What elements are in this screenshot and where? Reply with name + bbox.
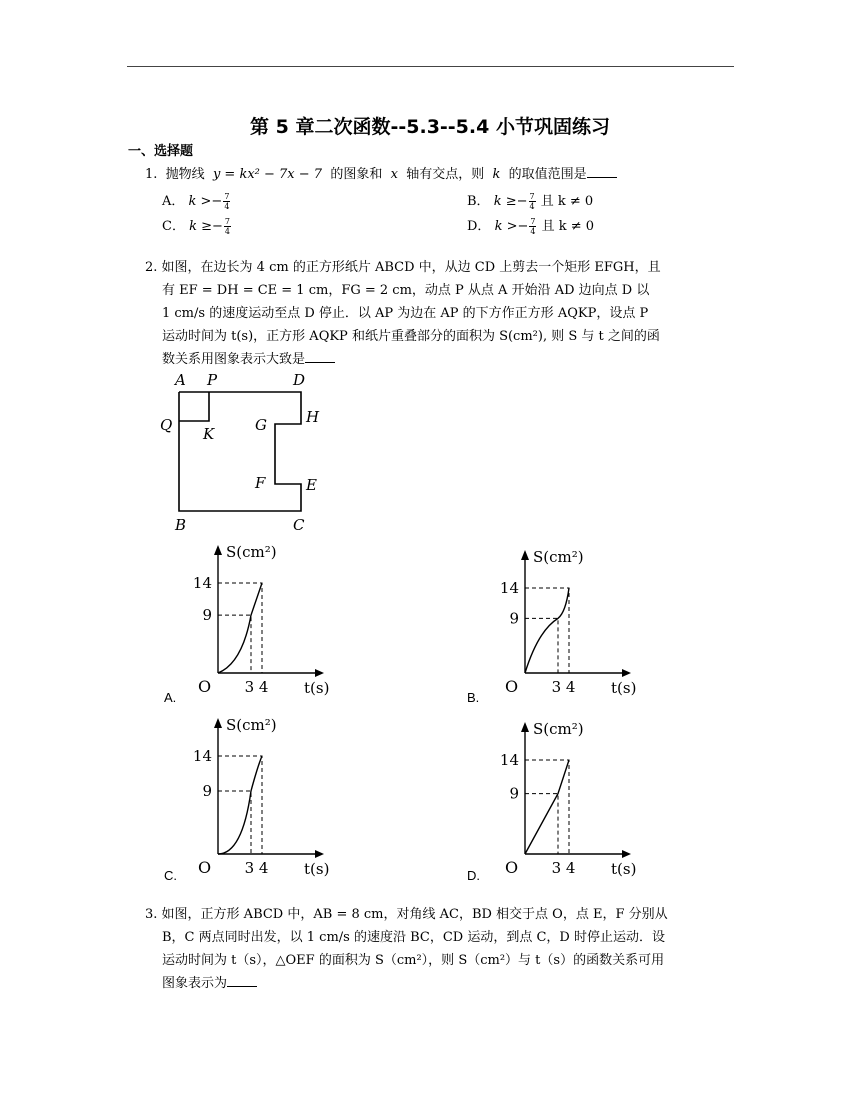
series-line [525, 760, 569, 854]
label-q: Q [160, 416, 173, 434]
page-title: 第 5 章二次函数--5.3--5.4 小节巩固练习 [250, 116, 610, 138]
series-line [218, 583, 262, 673]
graph-option-d [495, 712, 645, 886]
guide-9 [525, 618, 558, 673]
y-tick-label: 9 [202, 782, 212, 800]
option-inequality: k >− [188, 194, 223, 209]
stem-text: 抛物线 [165, 167, 205, 182]
question-2-stem [145, 256, 745, 371]
fraction-numerator: 7 [529, 192, 535, 201]
stem-text: 轴有交点，则 [406, 167, 485, 182]
guide-14 [525, 588, 569, 673]
origin-label: O [505, 677, 519, 696]
y-axis-label: S(cm²) [226, 716, 277, 734]
question-number: 3. [145, 907, 158, 922]
option-label: C． [162, 219, 185, 234]
q1-option-d[interactable] [467, 215, 594, 236]
x-axis-arrow [315, 850, 324, 858]
option-inequality: k >− [494, 219, 529, 234]
x-axis-arrow [622, 669, 631, 677]
origin-label: O [198, 858, 212, 877]
guide-14 [218, 756, 262, 854]
series-line [218, 756, 262, 854]
label-a: A [175, 371, 186, 389]
fraction-denominator: 4 [224, 227, 230, 236]
x-axis-label: t(s) [304, 860, 330, 878]
option-inequality: k ≥− [189, 219, 223, 234]
fraction-denominator: 4 [530, 227, 536, 236]
question-line [145, 903, 745, 926]
graph-option-a [188, 535, 338, 705]
x-tick-label: 3 4 [551, 859, 576, 877]
option-label: D． [467, 219, 491, 234]
answer-blank [587, 165, 617, 178]
question-line-text: 如图，在边长为 4 cm 的正方形纸片 ABCD 中，从边 CD 上剪去一个矩形 EFGH，且 [161, 260, 661, 275]
y-tick-label: 14 [499, 751, 519, 769]
y-tick-label: 9 [509, 784, 519, 803]
graph-option-b-label[interactable]: B. [467, 690, 480, 705]
y-tick-label: 14 [192, 574, 212, 592]
label-k: K [203, 425, 215, 443]
x-axis-label: t(s) [611, 860, 637, 878]
x-tick-label: 3 4 [551, 678, 576, 696]
x-axis-arrow [622, 850, 631, 858]
origin-label: O [198, 677, 212, 696]
label-e: E [306, 476, 317, 494]
figure-outline [179, 392, 301, 511]
question-number: 1. [145, 167, 158, 182]
option-condition: 且 k ≠ 0 [541, 219, 595, 234]
x-tick-label: 3 4 [244, 678, 269, 696]
question-line: 运动时间为 t（s），△OEF 的面积为 S（cm²），则 S（cm²）与 t（s）的函数关系可用 [162, 953, 665, 968]
label-h: H [306, 408, 320, 426]
guide-14 [218, 583, 262, 673]
graph-option-c [188, 708, 338, 886]
question-line-text: 图象表示为 [162, 976, 228, 991]
y-axis-arrow [521, 722, 529, 732]
label-c: C [293, 516, 305, 534]
question-line [145, 972, 745, 995]
x-axis-arrow [315, 669, 324, 677]
fraction [223, 192, 230, 211]
fraction-numerator: 7 [530, 217, 536, 226]
fraction [224, 217, 231, 236]
graph-option-c-label[interactable]: C. [164, 868, 177, 883]
y-axis-arrow [521, 550, 529, 560]
graph-option-d-label[interactable]: D. [467, 868, 480, 883]
x-tick-label: 3 4 [244, 859, 269, 877]
variable: x [390, 167, 398, 182]
fraction-numerator: 7 [224, 192, 230, 201]
label-g: G [255, 416, 267, 434]
option-inequality: k ≥− [493, 194, 528, 209]
question-line: 1 cm/s 的速度运动至点 D 停止．以 AP 为边在 AP 的下方作正方形 AQKP，设点 P [162, 306, 649, 321]
label-p: P [207, 371, 218, 389]
option-condition: 且 k ≠ 0 [540, 194, 594, 209]
x-axis-label: t(s) [611, 679, 637, 697]
series-line [525, 588, 569, 673]
section-heading: 一、选择题 [128, 144, 194, 159]
fraction-denominator: 4 [529, 202, 535, 211]
y-tick-label: 9 [202, 606, 212, 625]
label-d: D [293, 371, 306, 389]
origin-label: O [505, 858, 519, 877]
square-figure [155, 368, 335, 538]
y-tick-label: 14 [192, 747, 212, 765]
label-b: B [175, 516, 187, 534]
y-tick-label: 9 [509, 609, 519, 628]
guide-14 [525, 760, 569, 854]
y-axis-label: S(cm²) [533, 548, 584, 566]
fraction-denominator: 4 [224, 202, 230, 211]
answer-blank [227, 974, 257, 987]
y-tick-label: 14 [499, 579, 519, 597]
question-line: 运动时间为 t(s)，正方形 AQKP 和纸片重叠部分的面积为 S(cm²), 则 S 与 t 之间的函 [162, 329, 660, 344]
q1-option-c[interactable] [162, 215, 232, 236]
header-rule [127, 66, 734, 67]
question-number: 2. [145, 260, 158, 275]
x-axis-label: t(s) [304, 679, 330, 697]
q1-option-b[interactable] [467, 190, 593, 211]
fraction [529, 217, 536, 236]
question-1-stem [145, 163, 617, 186]
graph-option-b [495, 540, 645, 705]
y-axis-arrow [214, 718, 222, 728]
graph-option-a-label[interactable]: A. [164, 690, 177, 705]
variable: k [492, 167, 501, 182]
q1-option-a[interactable] [162, 190, 231, 211]
label-f: F [255, 474, 266, 492]
y-axis-arrow [214, 545, 222, 555]
square-aqkp [179, 392, 209, 421]
question-line: B，C 两点同时出发，以 1 cm/s 的速度沿 BC，CD 运动，到点 C，D 时停止运动．设 [162, 930, 665, 945]
question-line-text: 如图，正方形 ABCD 中，AB = 8 cm，对角线 AC，BD 相交于点 O，点 E，F 分别从 [161, 907, 668, 922]
stem-text: 的图象和 [330, 167, 383, 182]
option-label: A． [162, 194, 185, 209]
y-axis-label: S(cm²) [226, 543, 277, 561]
answer-blank [305, 350, 335, 363]
question-line [145, 256, 745, 279]
guide-9 [218, 615, 251, 673]
question-3-stem [145, 903, 745, 995]
option-label: B． [467, 194, 490, 209]
stem-text: 的取值范围是 [508, 167, 587, 182]
fraction [529, 192, 536, 211]
question-line-text: 数关系用图象表示大致是 [162, 352, 306, 367]
fraction-numerator: 7 [224, 217, 230, 226]
question-line: 有 EF = DH = CE = 1 cm，FG = 2 cm，动点 P 从点 A 开始沿 AD 边向点 D 以 [162, 283, 650, 298]
equation: y = kx² − 7x − 7 [212, 167, 323, 182]
y-axis-label: S(cm²) [533, 720, 584, 738]
